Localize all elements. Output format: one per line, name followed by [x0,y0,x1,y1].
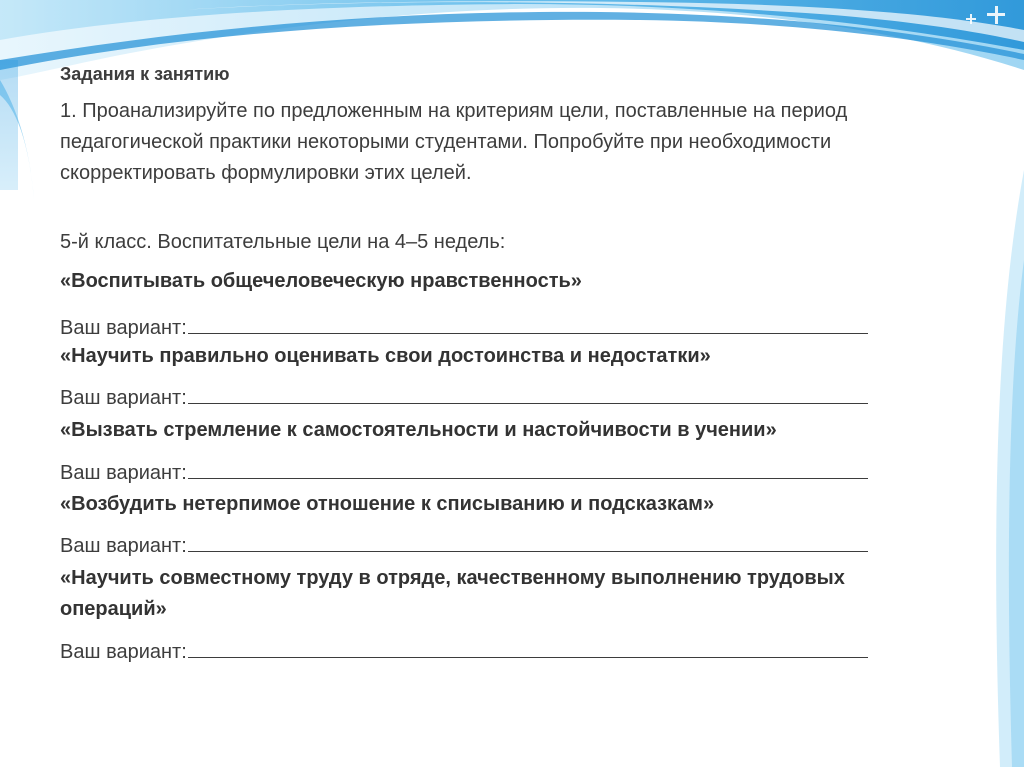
answer-row-1 [60,313,868,340]
answer-blank-2[interactable] [188,383,868,404]
answer-row-4 [60,531,868,558]
slide-heading: Задания к занятию [60,64,230,84]
goal-5: «Научить совместному труду в отряде, качественному выполнению трудовых операций» [60,567,845,620]
answer-label: Ваш вариант: [60,317,187,339]
answer-blank-1[interactable] [188,313,868,334]
answer-row-3 [60,458,868,485]
answer-label: Ваш вариант: [60,641,187,663]
goal-4: «Возбудить нетерпимое отношение к списыванию и подсказкам» [60,493,715,515]
answer-row-2 [60,383,868,410]
answer-blank-4[interactable] [188,531,868,552]
class-line: 5-й класс. Воспитательные цели на 4–5 недель: [60,231,506,253]
answer-label: Ваш вариант: [60,387,187,409]
goal-3: «Вызвать стремление к самостоятельности и настойчивости в учении» [60,419,777,441]
goal-2: «Научить правильно оценивать свои достоинства и недостатки» [60,345,711,367]
answer-row-5 [60,637,868,664]
goal-1: «Воспитывать общечеловеческую нравственность» [60,270,582,292]
answer-blank-3[interactable] [188,458,868,479]
answer-blank-5[interactable] [188,637,868,658]
task-description: 1. Проанализируйте по предложенным на критериям цели, поставленные на период педагогической практики некоторыми студентами. Попробуйте при необходимости скорректировать формулировки этих целей. [60,100,848,184]
answer-label: Ваш вариант: [60,535,187,557]
answer-label: Ваш вариант: [60,462,187,484]
